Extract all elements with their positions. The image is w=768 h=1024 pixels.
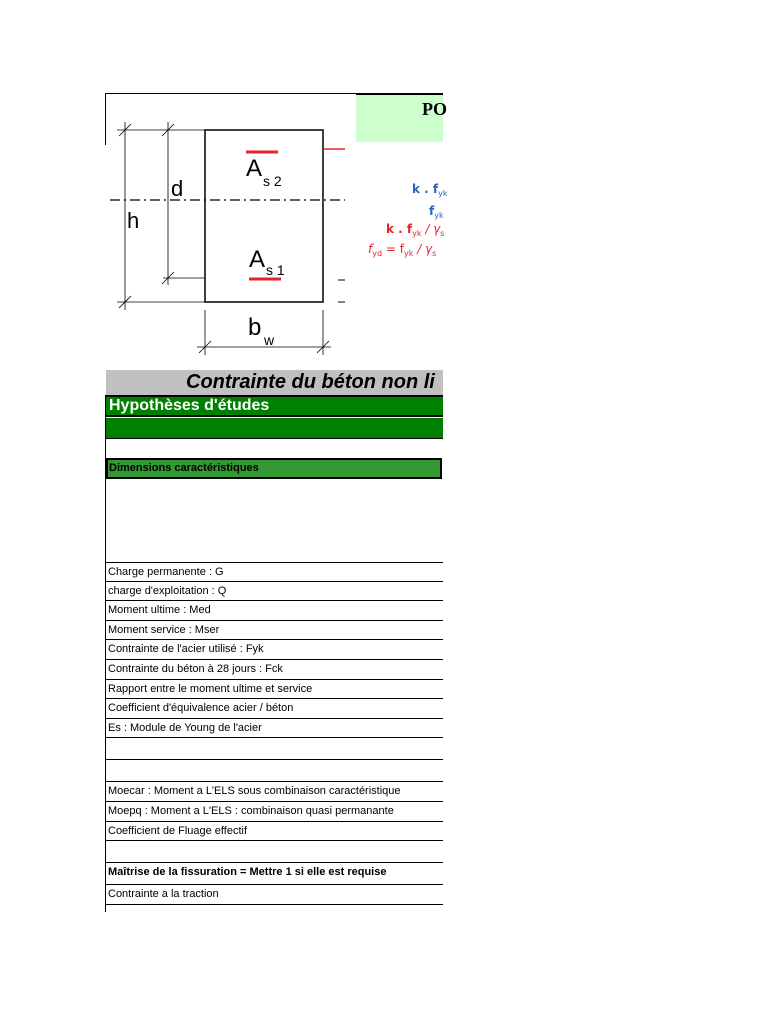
label-as1-sub: s 1 — [266, 262, 285, 278]
table-row: Contrainte a la traction — [106, 885, 443, 905]
beam-section-diagram — [105, 100, 365, 362]
table-row — [106, 760, 443, 782]
table-row: Moepq : Moment a L'ELS : combinaison quasi permanante — [106, 802, 443, 822]
sheet-header-title: PO — [422, 99, 447, 119]
formula-line-4: $f_{yd} = f_{yk} / \gamma_s$ — [368, 242, 437, 258]
green-spacer-row — [106, 418, 443, 439]
table-row: Contrainte du béton à 28 jours : Fck — [106, 660, 443, 680]
dimensions-label: Dimensions caractéristiques — [109, 462, 259, 474]
table-row: Charge permanente : G — [106, 562, 443, 582]
table-row: Maîtrise de la fissuration = Mettre 1 si elle est requise — [106, 863, 443, 885]
formula-line-1: k . $f_{yk}$ — [412, 182, 448, 198]
label-as2-sub: s 2 — [263, 173, 282, 189]
formula-line-3: k . $f_{yk} / \gamma_s$ — [386, 222, 445, 238]
hypotheses-label: Hypothèses d'études — [109, 397, 270, 414]
calc-sheet — [106, 370, 443, 930]
label-as2: A — [246, 155, 263, 182]
table-row: Coefficient d'équivalence acier / béton — [106, 699, 443, 719]
beam-section-rect — [205, 130, 323, 302]
hypotheses-header — [106, 395, 443, 417]
table-row: charge d'exploitation : Q — [106, 582, 443, 602]
table-row: Moecar : Moment a L'ELS sous combinaison caractéristique — [106, 782, 443, 802]
dimensions-header — [106, 458, 442, 479]
table-row: Coefficient de Fluage effectif — [106, 822, 443, 842]
sheet-title-band — [106, 370, 443, 395]
sheet-title: Contrainte du béton non li — [186, 371, 435, 393]
steel-formulas — [355, 182, 448, 262]
label-h: h — [127, 208, 140, 233]
parameter-list — [106, 562, 443, 905]
table-row: Moment ultime : Med — [106, 601, 443, 621]
table-row: Rapport entre le moment ultime et service — [106, 680, 443, 700]
label-bw: b — [248, 314, 262, 341]
label-d: d — [171, 176, 184, 201]
table-row: Moment service : Mser — [106, 621, 443, 641]
table-row: Contrainte de l'acier utilisé : Fyk — [106, 640, 443, 660]
label-bw-sub: w — [264, 332, 275, 348]
table-row: Es : Module de Young de l'acier — [106, 719, 443, 739]
table-row — [106, 738, 443, 760]
label-as1: A — [249, 246, 266, 273]
table-row — [106, 841, 443, 863]
sheet-header-cell — [356, 93, 447, 142]
formula-line-2: $f_{yk}$ — [429, 204, 444, 220]
